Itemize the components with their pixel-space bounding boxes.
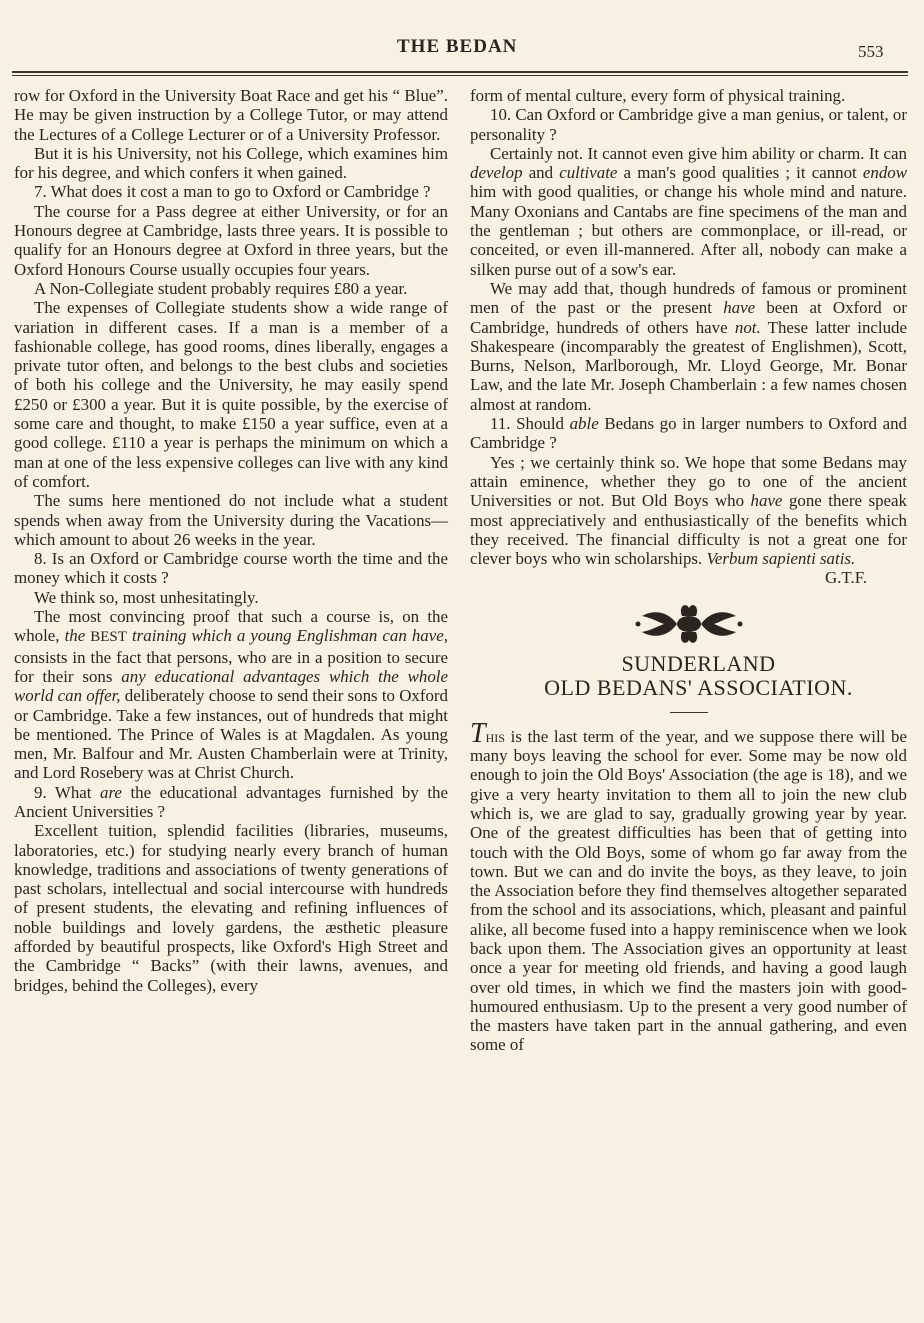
- text: Certainly not. It cannot even give him ability or charm. It can: [490, 143, 907, 163]
- floral-ornament-icon: [634, 602, 744, 646]
- paragraph: form of mental culture, every form of physical training.: [470, 86, 846, 105]
- text: The most convincing proof that such a course is, on the whole,: [14, 607, 448, 646]
- text: consists in the fact that persons, who are in a position to secure for their sons: [14, 647, 448, 686]
- emphasis: not.: [734, 317, 761, 337]
- header-rule: [12, 71, 908, 73]
- emphasis: the: [64, 626, 86, 646]
- question: [470, 414, 907, 453]
- emphasis: able: [569, 414, 599, 434]
- text: him with good qualities, or change his whole mind and nature. Many Oxonians and Cantabs are fine specimens of the man and the gentleman ; but others are commonplace, or ill-read, or conceited, or even ill-mannered. After all, nobody can make a silken purse out of a sow's ear.: [470, 182, 907, 279]
- question: 10. Can Oxford or Cambridge give a man genius, or talent, or personality ?: [470, 105, 907, 144]
- section-title: SUNDERLAND: [621, 650, 776, 676]
- text: These latter include Shakespeare (incomparably the greatest of Englishmen), Scott, Burns, Nelson, Marlborough, Mr. Lloyd George, Mr. Bonar Law, and the late Mr. Joseph Chamberlain : a few names chosen almost at random.: [470, 317, 907, 414]
- text: We may add that, though hundreds of famous or prominent men of the past or the present: [470, 278, 907, 318]
- drop-cap: T: [470, 717, 486, 749]
- paragraph: row for Oxford in the University Boat Race and get his “ Blue”. He may be given instruction by a College Tutor, or may attend the Lectures of a College Lecturer or of a University Professor.: [14, 86, 448, 144]
- text: Bedans go in larger numbers to Oxford and Cambridge ?: [470, 414, 907, 453]
- right-column: [470, 86, 907, 1055]
- left-column: [14, 86, 448, 995]
- signature: G.T.F.: [825, 568, 867, 588]
- text: 9. What: [34, 782, 92, 802]
- paragraph: The sums here mentioned do not include what a student spends when away from the University during the Vacations—which amount to about 26 weeks in the year.: [14, 491, 448, 549]
- text: the educational advantages furnished by the Ancient Universities ?: [14, 782, 448, 821]
- text: Yes ; we certainly think so. We hope that some Bedans may attain eminence, whether they go to one of the ancient Universities or not. But Old Boys who: [470, 452, 907, 511]
- text: gone there speak most appreciatively and enthusiastically of the benefits which they received. The financial difficulty is not a great one for clever boys who win scholarships.: [470, 491, 907, 569]
- page-number: 553: [858, 42, 884, 61]
- question: 8. Is an Oxford or Cambridge course worth the time and the money which it costs ?: [14, 549, 448, 588]
- header-rule: [12, 75, 908, 76]
- question: 7. What does it cost a man to go to Oxford or Cambridge ?: [34, 182, 431, 202]
- paragraph: The expenses of Collegiate students show a wide range of variation in different cases. If a man is a member of a fashionable college, has good rooms, dines liberally, engages a private tutor often, and belongs to the best clubs and societies of both his college and the University, he may easily spend £250 or £300 a year. But it is quite possible, by the exercise of some care and thought, to make £150 a year suffice, even at a good college. £110 a year is perhaps the minimum on which a man at one of the less expensive colleges can live with any kind of comfort.: [14, 298, 448, 491]
- paragraph: The course for a Pass degree at either University, or for an Honours degree at Cambridge, lasts three years. It is possible to qualify for an Honours degree at Oxford in three years, but the Oxford Honours Course usually occupies four years.: [14, 201, 448, 279]
- paragraph: But it is his University, not his College, which examines him for his degree, and which confers it when gained.: [14, 143, 448, 183]
- paragraph: A Non-Collegiate student probably requires £80 a year.: [34, 278, 408, 298]
- text: and: [528, 163, 554, 183]
- first-word: his: [485, 726, 505, 746]
- emphasis: cultivate: [559, 163, 618, 183]
- emphasis: endow: [862, 163, 907, 183]
- question: [14, 783, 448, 822]
- paragraph: We think so, most unhesitatingly.: [34, 587, 259, 607]
- emphasis: Verbum sapienti satis.: [706, 549, 856, 569]
- section-divider: [670, 712, 708, 713]
- page-header: [0, 0, 924, 80]
- emphasis: have: [723, 298, 756, 318]
- text: been at Oxford or Cambridge, hundreds of others have: [470, 298, 907, 337]
- emphasis: are: [100, 782, 122, 802]
- text: deliberately choose to send their sons to Oxford or Cambridge. Take a few instances, out of hundreds that might be mentioned. The Prince of Wales is at Magdalen. As young men, Mr. Balfour and Mr. Austen Chamberlain were at Trinity, and Lord Rosebery was at Christ Church.: [14, 686, 448, 783]
- emphasis: have: [750, 491, 783, 511]
- paragraph: [14, 607, 448, 783]
- text: a man's good qualities ; it cannot: [623, 163, 857, 183]
- paragraph: Excellent tuition, splendid facilities (libraries, museums, laboratories, etc.) for studying nearly every branch of human knowledge, traditions and associations of twenty generations of past scholars, intellectual and social intercourse with hundreds of present students, the elevating and refining influences of noble buildings and lovely gardens, the æsthetic pleasure afforded by beautiful prospects, like Oxford's High Street and the Cambridge “ Backs” (with their lawns, avenues, and bridges, behind the Colleges), every: [14, 821, 448, 995]
- text: is the last term of the year, and we suppose there will be many boys leaving the school for ever. Some may be now old enough to join the Old Boys' Association (the age is 18), and we give a very hearty invitation to them all to join the new club which is, we are glad to say, gradually growing year by year. One of the greatest difficulties has been that of getting into touch with the Old Boys, some of whom go far away from the town. But we can and do invite the boys, as they leave, to join the Association before they find themselves altogether separated from the school and its associations, which, pleasant and painful alike, all become fused into a happy reminiscence when we look back upon them. The Association gives an opportunity at least once a year for meeting old friends, and having a good laugh over old times, in which we find the masters join with good-humoured enthusiasm. Up to the present a very good number of the masters have taken part in the annual gathering, and even some of: [470, 726, 907, 1055]
- paragraph: [470, 453, 907, 569]
- paragraph: [470, 144, 907, 279]
- paragraph: [470, 717, 907, 1055]
- text: 11. Should: [490, 414, 564, 434]
- small-caps: BEST: [90, 629, 127, 646]
- emphasis: any educational advantages which the whole world can offer,: [14, 666, 448, 706]
- paragraph: [470, 279, 907, 414]
- emphasis: training which a young Englishman can have,: [131, 626, 448, 646]
- running-title: THE BEDAN: [397, 36, 518, 57]
- emphasis: develop: [470, 163, 523, 183]
- section-title: OLD BEDANS' ASSOCIATION.: [544, 674, 853, 700]
